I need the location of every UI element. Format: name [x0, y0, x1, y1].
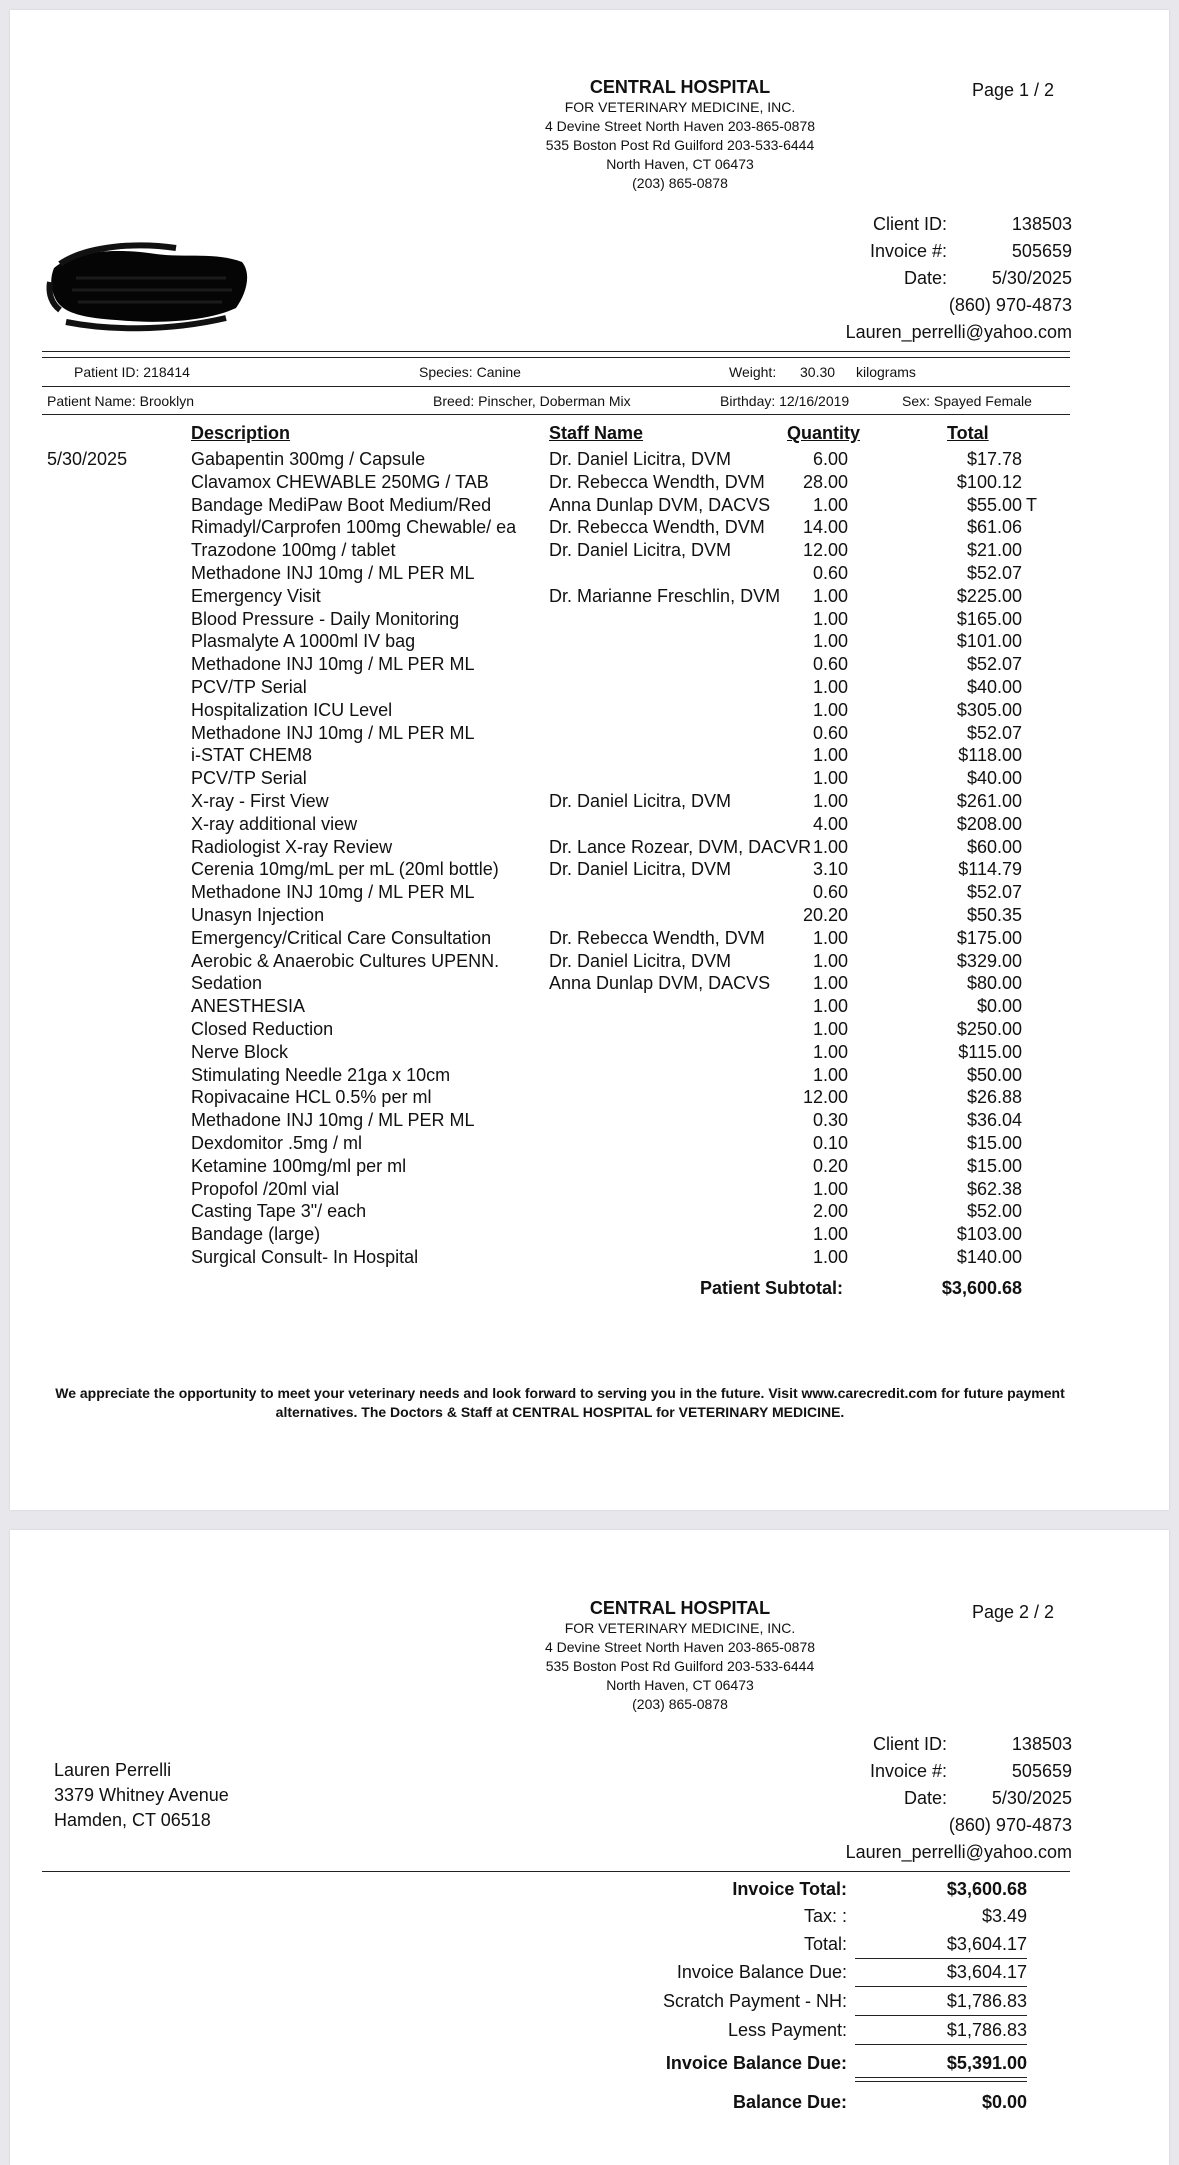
- item-quantity: 1.00: [812, 950, 848, 971]
- table-row: [10, 699, 1169, 722]
- item-description: Trazodone 100mg / tablet: [191, 540, 396, 561]
- item-quantity: 1.00: [812, 1246, 848, 1267]
- item-total: $50.00: [966, 1064, 1022, 1085]
- table-row: [10, 1223, 1169, 1246]
- table-row: [10, 767, 1169, 790]
- footer-note: We appreciate the opportunity to meet your veterinary needs and look forward to serving you in the future. Visit www.carecredit.com for future payment alternatives. The Doctors & Staff at CENTRAL HOSPITAL for VETERINARY MEDICINE.: [55, 1385, 1065, 1420]
- totals-value: $3,604.17: [946, 1934, 1027, 1954]
- table-row: [10, 562, 1169, 585]
- totals-row: [10, 2053, 1169, 2083]
- table-row: [10, 448, 1169, 471]
- patient-birthday: Birthday: 12/16/2019: [720, 393, 850, 409]
- item-total: $52.07: [966, 562, 1022, 583]
- table-row: [10, 494, 1169, 517]
- client-email[interactable]: Lauren_perrelli@yahoo.com: [845, 1842, 1072, 1862]
- table-row: [10, 1246, 1169, 1269]
- client-id-label: Client ID:: [872, 214, 947, 234]
- item-quantity: 1.00: [812, 745, 848, 766]
- item-total: $250.00: [956, 1018, 1022, 1039]
- item-description: Ketamine 100mg/ml per ml: [191, 1155, 407, 1176]
- hospital-line: North Haven, CT 06473: [606, 156, 754, 172]
- item-quantity: 1.00: [812, 768, 848, 789]
- hospital-header: [430, 76, 930, 193]
- item-staff: Anna Dunlap DVM, DACVS: [549, 494, 771, 515]
- totals-value: $1,786.83: [946, 2020, 1027, 2040]
- item-total: $50.35: [966, 904, 1022, 925]
- totals-underline: [855, 2077, 1027, 2078]
- item-quantity: 14.00: [802, 517, 848, 538]
- patient-species: Species: Canine: [419, 364, 521, 380]
- item-staff: Dr. Rebecca Wendth, DVM: [549, 517, 765, 538]
- item-description: Plasmalyte A 1000ml IV bag: [191, 631, 416, 652]
- item-total: $175.00: [956, 927, 1022, 948]
- patient-id: Patient ID: 218414: [74, 364, 190, 380]
- item-description: Gabapentin 300mg / Capsule: [191, 449, 426, 469]
- item-staff: Dr. Daniel Licitra, DVM: [549, 950, 732, 971]
- totals-value: $1,786.83: [946, 1991, 1027, 2011]
- item-quantity: 20.20: [802, 904, 848, 925]
- client-email[interactable]: Lauren_perrelli@yahoo.com: [845, 322, 1072, 342]
- address-line: Lauren Perrelli: [54, 1760, 172, 1780]
- item-total: $305.00: [956, 699, 1022, 720]
- item-description: ANESTHESIA: [191, 996, 306, 1017]
- item-description: Emergency/Critical Care Consultation: [191, 927, 492, 948]
- item-total: $115.00: [958, 1041, 1022, 1062]
- table-row: [10, 972, 1169, 995]
- item-description: Ropivacaine HCL 0.5% per ml: [191, 1087, 432, 1108]
- hospital-line: 4 Devine Street North Haven 203-865-0878: [544, 1639, 816, 1655]
- item-quantity: 4.00: [812, 813, 848, 834]
- item-description: Emergency Visit: [191, 585, 321, 606]
- item-quantity: 1.00: [812, 1041, 848, 1062]
- divider: [42, 1871, 1070, 1872]
- table-row: [10, 585, 1169, 608]
- item-quantity: 1.00: [812, 494, 848, 515]
- table-row: [10, 927, 1169, 950]
- item-total: $101.00: [956, 631, 1022, 652]
- item-staff: Dr. Marianne Freschlin, DVM: [549, 585, 781, 606]
- item-description: X-ray additional view: [191, 813, 358, 834]
- totals-value: $3,604.17: [946, 1962, 1027, 1982]
- line-items-table: [10, 448, 1169, 1269]
- invoice-page-1: [10, 10, 1169, 1510]
- client-address: [54, 1758, 229, 1833]
- patient-name: Patient Name: Brooklyn: [47, 393, 195, 409]
- client-id-value: 138503: [1011, 214, 1072, 234]
- item-staff: Dr. Daniel Licitra, DVM: [549, 540, 732, 561]
- item-total: $60.00: [966, 836, 1022, 857]
- item-quantity: 0.60: [812, 882, 848, 903]
- table-row: [10, 790, 1169, 813]
- table-row: [10, 1178, 1169, 1201]
- totals-value: $3,600.68: [946, 1879, 1027, 1899]
- table-row: [10, 881, 1169, 904]
- item-description: Stimulating Needle 21ga x 10cm: [191, 1064, 451, 1085]
- invoice-value: 505659: [1011, 241, 1072, 261]
- item-quantity: 2.00: [812, 1201, 848, 1222]
- item-quantity: 28.00: [802, 471, 848, 492]
- client-id-label: Client ID:: [872, 1734, 947, 1754]
- item-staff: Dr. Rebecca Wendth, DVM: [549, 927, 765, 948]
- item-description: PCV/TP Serial: [191, 768, 307, 789]
- hospital-line: (203) 865-0878: [632, 1696, 728, 1712]
- patient-weight-label: Weight:: [729, 364, 777, 380]
- item-quantity: 1.00: [812, 1064, 848, 1085]
- item-description: Bandage (large): [191, 1224, 321, 1245]
- address-line: Hamden, CT 06518: [54, 1810, 211, 1830]
- totals-row: [10, 1934, 1169, 1964]
- item-total: $80.00: [966, 973, 1022, 994]
- hospital-line: 4 Devine Street North Haven 203-865-0878: [544, 118, 816, 134]
- item-staff: Dr. Lance Rozear, DVM, DACVR: [549, 836, 812, 857]
- item-description: Cerenia 10mg/mL per mL (20ml bottle): [191, 859, 499, 880]
- table-row: [10, 1018, 1169, 1041]
- item-description: Propofol /20ml vial: [191, 1178, 340, 1199]
- table-row: [10, 1155, 1169, 1178]
- totals-row: [10, 2020, 1169, 2050]
- item-total: $114.79: [958, 859, 1022, 880]
- item-staff: Dr. Daniel Licitra, DVM: [549, 449, 732, 469]
- table-row: [10, 1086, 1169, 1109]
- totals-row: [10, 2092, 1169, 2122]
- client-id-value: 138503: [1011, 1734, 1072, 1754]
- date-value: 5/30/2025: [991, 268, 1072, 288]
- table-row: [10, 995, 1169, 1018]
- item-total: $40.00: [966, 676, 1022, 697]
- item-quantity: 0.60: [812, 562, 848, 583]
- patient-weight-unit: kilograms: [856, 364, 916, 380]
- item-description: Unasyn Injection: [191, 904, 325, 925]
- date-value: 5/30/2025: [991, 1788, 1072, 1808]
- item-total: $15.00: [966, 1132, 1022, 1153]
- item-quantity: 1.00: [812, 836, 848, 857]
- item-quantity: 0.20: [812, 1155, 848, 1176]
- item-quantity: 1.00: [812, 1018, 848, 1039]
- table-row: [10, 676, 1169, 699]
- subtotal-value: $3,600.68: [941, 1278, 1022, 1298]
- item-quantity: 1.00: [812, 790, 848, 811]
- item-total: $26.88: [966, 1087, 1022, 1108]
- invoice-label: Invoice #:: [869, 241, 947, 261]
- item-description: Radiologist X-ray Review: [191, 836, 393, 857]
- totals-label: Less Payment:: [727, 2020, 847, 2040]
- hospital-line: FOR VETERINARY MEDICINE, INC.: [564, 99, 796, 115]
- item-description: Sedation: [191, 973, 263, 994]
- item-description: PCV/TP Serial: [191, 676, 307, 697]
- redacted-address: [46, 238, 256, 334]
- totals-label: Scratch Payment - NH:: [662, 1991, 847, 2011]
- page-number: Page 1 / 2: [972, 80, 1055, 100]
- item-quantity: 1.00: [812, 996, 848, 1017]
- item-quantity: 12.00: [802, 540, 848, 561]
- patient-weight-value: 30.30: [800, 364, 836, 380]
- item-quantity: 0.60: [812, 722, 848, 743]
- column-header-total: Total: [947, 423, 989, 443]
- hospital-name: CENTRAL HOSPITAL: [589, 77, 771, 97]
- invoice-value: 505659: [1011, 1761, 1072, 1781]
- patient-sex: Sex: Spayed Female: [902, 393, 1032, 409]
- item-total: $15.00: [966, 1155, 1022, 1176]
- hospital-line: (203) 865-0878: [632, 175, 728, 191]
- totals-underline: [855, 1986, 1027, 1987]
- client-info: [770, 211, 1072, 346]
- totals-label: Total:: [803, 1934, 847, 1954]
- totals-label: Invoice Total:: [732, 1879, 847, 1899]
- item-description: Nerve Block: [191, 1041, 289, 1062]
- table-row: [10, 516, 1169, 539]
- totals-value: $5,391.00: [946, 2053, 1027, 2073]
- totals-underline: [855, 1958, 1027, 1959]
- item-description: i-STAT CHEM8: [191, 745, 313, 766]
- table-row: [10, 1132, 1169, 1155]
- totals-label: Balance Due:: [732, 2092, 847, 2112]
- item-quantity: 1.00: [812, 1178, 848, 1199]
- item-total: $261.00: [956, 790, 1022, 811]
- item-description: Methadone INJ 10mg / ML PER ML: [191, 1110, 475, 1131]
- item-staff: Anna Dunlap DVM, DACVS: [549, 973, 771, 994]
- totals-underline: [855, 2081, 1027, 2082]
- item-total: $61.06: [966, 517, 1022, 538]
- table-row: [10, 1109, 1169, 1132]
- item-total: $55.00: [966, 494, 1022, 515]
- item-description: Bandage MediPaw Boot Medium/Red: [191, 494, 492, 515]
- totals-row: [10, 1879, 1169, 1909]
- table-row: [10, 1200, 1169, 1223]
- item-quantity: 3.10: [812, 859, 848, 880]
- item-quantity: 1.00: [812, 927, 848, 948]
- item-description: Hospitalization ICU Level: [191, 699, 393, 720]
- item-staff: Dr. Daniel Licitra, DVM: [549, 859, 732, 880]
- item-quantity: 0.10: [812, 1132, 848, 1153]
- table-row: [10, 836, 1169, 859]
- item-total: $21.00: [966, 540, 1022, 561]
- item-quantity: 1.00: [812, 1224, 848, 1245]
- item-quantity: 1.00: [812, 973, 848, 994]
- table-row: [10, 539, 1169, 562]
- page-number: Page 2 / 2: [972, 1602, 1055, 1622]
- item-total: $225.00: [956, 585, 1022, 606]
- item-total: $40.00: [966, 768, 1022, 789]
- item-description: Clavamox CHEWABLE 250MG / TAB: [191, 471, 489, 492]
- totals-row: [10, 1906, 1169, 1936]
- totals-label: Invoice Balance Due:: [676, 1962, 847, 1982]
- hospital-name: CENTRAL HOSPITAL: [589, 1598, 771, 1618]
- item-description: Methadone INJ 10mg / ML PER ML: [191, 654, 475, 675]
- item-total: $52.00: [966, 1201, 1022, 1222]
- item-quantity: 1.00: [812, 585, 848, 606]
- item-total: $208.00: [956, 813, 1022, 834]
- item-quantity: 6.00: [812, 449, 848, 469]
- item-quantity: 1.00: [812, 631, 848, 652]
- date-label: Date:: [903, 1788, 947, 1808]
- totals-underline: [855, 2015, 1027, 2016]
- column-header-staff: Staff Name: [549, 423, 644, 443]
- item-date: 5/30/2025: [47, 449, 128, 469]
- item-total: $52.07: [966, 654, 1022, 675]
- table-row: [10, 813, 1169, 836]
- item-description: Surgical Consult- In Hospital: [191, 1246, 419, 1267]
- hospital-line: 535 Boston Post Rd Guilford 203-533-6444: [545, 1658, 815, 1674]
- item-description: Aerobic & Anaerobic Cultures UPENN.: [191, 950, 500, 971]
- divider: [42, 414, 1070, 415]
- table-row: [10, 608, 1169, 631]
- item-total: $36.04: [966, 1110, 1022, 1131]
- totals-value: $3.49: [981, 1906, 1027, 1926]
- table-row: [10, 653, 1169, 676]
- divider: [42, 351, 1070, 352]
- divider: [42, 357, 1070, 358]
- item-total: $103.00: [956, 1224, 1022, 1245]
- item-quantity: 0.30: [812, 1110, 848, 1131]
- totals-row: [10, 1962, 1169, 1992]
- client-phone: (860) 970-4873: [948, 295, 1072, 315]
- table-row: [10, 1064, 1169, 1087]
- table-row: [10, 1041, 1169, 1064]
- item-description: Methadone INJ 10mg / ML PER ML: [191, 562, 475, 583]
- item-tax-flag: T: [1026, 494, 1037, 515]
- table-row: [10, 744, 1169, 767]
- item-total: $140.00: [956, 1246, 1022, 1267]
- totals-label: Invoice Balance Due:: [665, 2053, 847, 2073]
- hospital-line: FOR VETERINARY MEDICINE, INC.: [564, 1620, 796, 1636]
- item-total: $52.07: [966, 882, 1022, 903]
- item-total: $17.78: [966, 449, 1022, 469]
- item-total: $165.00: [956, 608, 1022, 629]
- table-row: [10, 630, 1169, 653]
- table-row: [10, 722, 1169, 745]
- date-label: Date:: [903, 268, 947, 288]
- table-row: [10, 471, 1169, 494]
- item-description: Blood Pressure - Daily Monitoring: [191, 608, 460, 629]
- totals-value: $0.00: [981, 2092, 1027, 2112]
- item-staff: Dr. Rebecca Wendth, DVM: [549, 471, 765, 492]
- column-header-description: Description: [191, 423, 291, 443]
- item-quantity: 12.00: [802, 1087, 848, 1108]
- item-description: Rimadyl/Carprofen 100mg Chewable/ ea: [191, 517, 517, 538]
- item-total: $0.00: [976, 996, 1022, 1017]
- subtotal-label: Patient Subtotal:: [700, 1278, 843, 1298]
- item-quantity: 0.60: [812, 654, 848, 675]
- hospital-line: North Haven, CT 06473: [606, 1677, 754, 1693]
- table-row: [10, 950, 1169, 973]
- patient-breed: Breed: Pinscher, Doberman Mix: [433, 393, 631, 409]
- totals-row: [10, 1991, 1169, 2021]
- item-description: Methadone INJ 10mg / ML PER ML: [191, 882, 475, 903]
- column-header-quantity: Quantity: [787, 423, 861, 443]
- hospital-line: 535 Boston Post Rd Guilford 203-533-6444: [545, 137, 815, 153]
- client-phone: (860) 970-4873: [948, 1815, 1072, 1835]
- table-row: [10, 904, 1169, 927]
- invoice-page-2: [10, 1530, 1169, 2165]
- item-total: $100.12: [956, 471, 1022, 492]
- item-total: $62.38: [966, 1178, 1022, 1199]
- totals-label: Tax: :: [803, 1906, 847, 1926]
- item-total: $329.00: [956, 950, 1022, 971]
- table-row: [10, 858, 1169, 881]
- hospital-header: [430, 1597, 930, 1714]
- totals-underline: [855, 2044, 1027, 2045]
- address-line: 3379 Whitney Avenue: [54, 1785, 229, 1805]
- item-staff: Dr. Daniel Licitra, DVM: [549, 790, 732, 811]
- item-description: X-ray - First View: [191, 790, 329, 811]
- item-quantity: 1.00: [812, 699, 848, 720]
- item-quantity: 1.00: [812, 608, 848, 629]
- item-quantity: 1.00: [812, 676, 848, 697]
- invoice-label: Invoice #:: [869, 1761, 947, 1781]
- item-total: $52.07: [966, 722, 1022, 743]
- item-description: Casting Tape 3"/ each: [191, 1201, 367, 1222]
- item-total: $118.00: [958, 745, 1022, 766]
- divider: [42, 386, 1070, 387]
- client-info: [770, 1731, 1072, 1866]
- item-description: Dexdomitor .5mg / ml: [191, 1132, 363, 1153]
- item-description: Methadone INJ 10mg / ML PER ML: [191, 722, 475, 743]
- item-description: Closed Reduction: [191, 1018, 334, 1039]
